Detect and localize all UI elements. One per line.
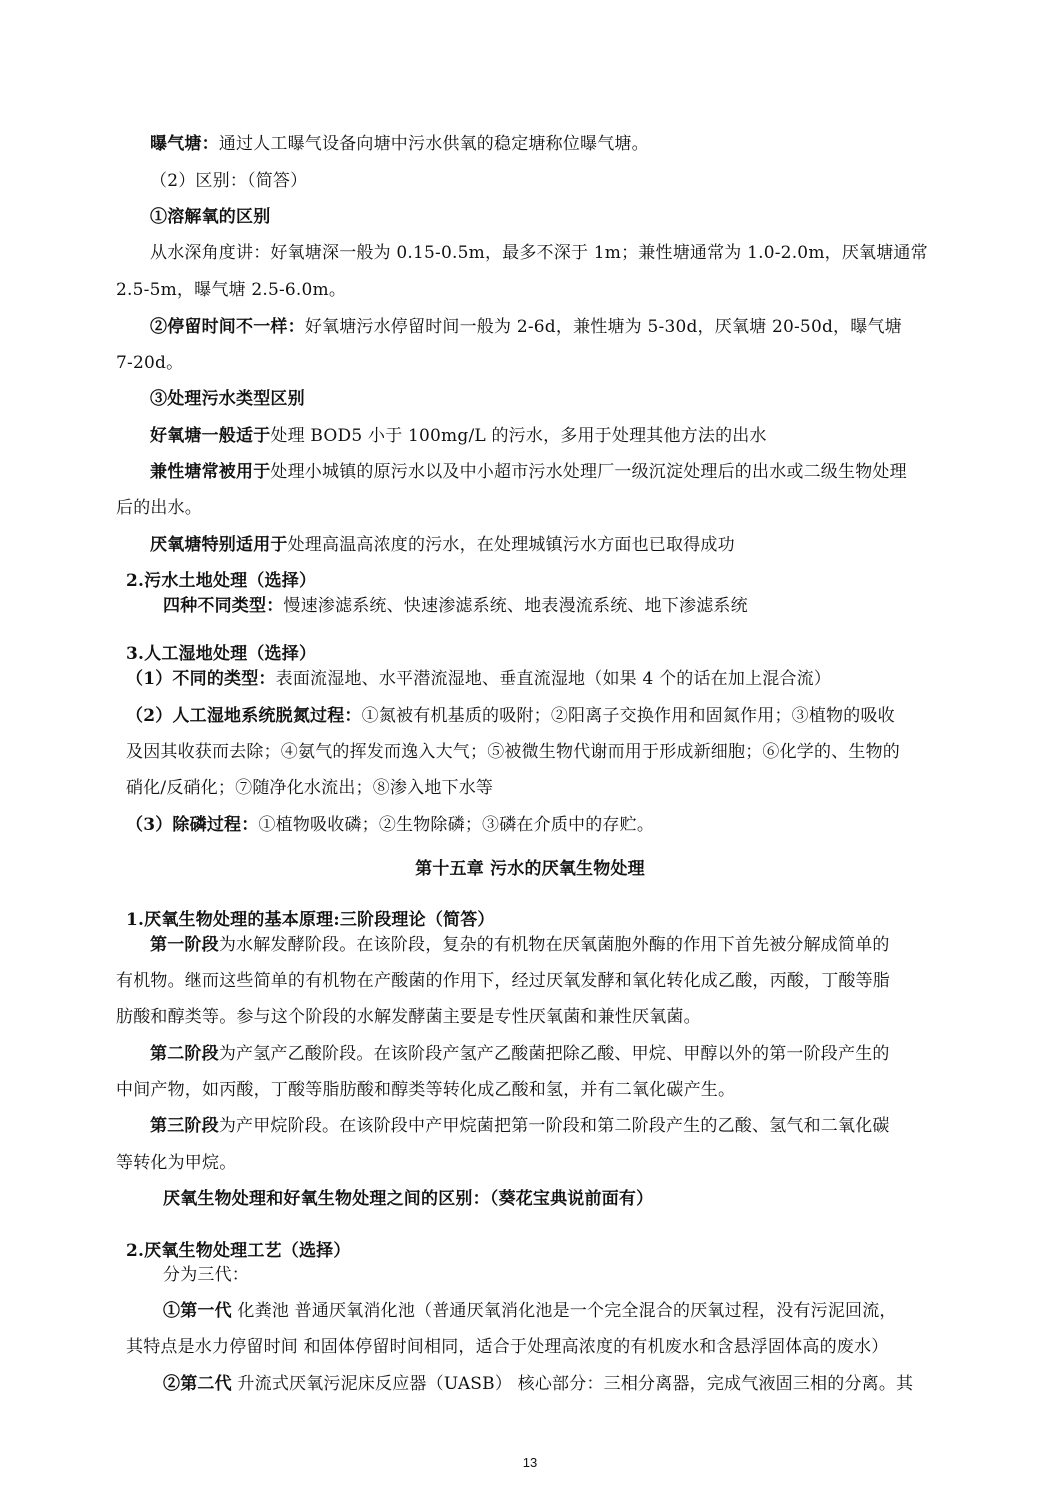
line-text: 7-20d。 [116, 353, 184, 373]
line-text: 为产甲烷阶段。在该阶段中产甲烷菌把第一阶段和第二阶段产生的乙酸、氢气和二氧化碳 [218, 1116, 890, 1136]
line-text: （2）区别：（简答） [150, 171, 308, 191]
line-text: 处理 BOD5 小于 100mg/L 的污水，多用于处理其他方法的出水 [270, 426, 767, 446]
text-line [163, 1373, 913, 1395]
line-text: 慢速渗滤系统、快速渗滤系统、地表漫流系统、地下渗滤系统 [283, 596, 748, 616]
line-text: ①氮被有机基质的吸附；②阳离子交换作用和固氮作用；③植物的吸收 [361, 706, 895, 726]
line-text: 处理高温高浓度的污水，在处理城镇污水方面也已取得成功 [287, 535, 735, 555]
bold-term: （3）除磷过程： [126, 815, 259, 835]
text-line [150, 316, 902, 338]
text-line [126, 668, 831, 690]
text-line [163, 1264, 249, 1286]
bold-term: 厌氧生物处理和好氧生物处理之间的区别：（葵花宝典说前面有） [163, 1189, 654, 1209]
text-line [163, 595, 748, 617]
text-line [150, 388, 305, 410]
text-line [150, 934, 890, 956]
section-heading [126, 909, 495, 931]
text-line [116, 497, 202, 519]
line-text: 处理小城镇的原污水以及中小超市污水处理厂一级沉淀处理后的出水或二级生物处理 [270, 462, 907, 482]
text-line [116, 1152, 236, 1174]
bold-term: ③处理污水类型区别 [150, 389, 305, 409]
text-line [126, 1336, 888, 1358]
line-text: 表面流湿地、水平潜流湿地、垂直流湿地（如果 4 个的话在加上混合流） [275, 669, 832, 689]
line-text: 为水解发酵阶段。在该阶段，复杂的有机物在厌氧菌胞外酶的作用下首先被分解成简单的 [218, 935, 890, 955]
text-line [116, 352, 183, 374]
bold-term: 1.厌氧生物处理的基本原理:三阶段理论（简答） [126, 910, 495, 930]
line-text: 化粪池 普通厌氧消化池（普通厌氧消化池是一个完全混合的厌氧过程，没有污泥回流， [231, 1301, 897, 1321]
line-text: 硝化/反硝化；⑦随净化水流出；⑧渗入地下水等 [126, 778, 494, 798]
chapter-title [0, 858, 1060, 880]
bold-term: 第三阶段 [150, 1116, 219, 1136]
section-heading [126, 643, 316, 665]
text-line [126, 705, 895, 727]
line-text: 中间产物，如丙酸，丁酸等脂肪酸和醇类等转化成乙酸和氢，并有二氧化碳产生。 [116, 1080, 736, 1100]
bold-term: 兼性塘常被用于 [150, 462, 271, 482]
text-line [150, 425, 767, 447]
section-heading [163, 1188, 653, 1210]
text-line [126, 777, 493, 799]
line-text: 其特点是水力停留时间 和固体停留时间相同，适合于处理高浓度的有机废水和含悬浮固体高的废水） [126, 1337, 889, 1357]
section-heading [126, 570, 316, 592]
line-text: 分为三代： [163, 1265, 249, 1285]
line-text: 好氧塘污水停留时间一般为 2-6d，兼性塘为 5-30d，厌氧塘 20-50d，曝气塘 [304, 317, 902, 337]
bold-term: （1）不同的类型： [126, 669, 276, 689]
text-line [150, 206, 270, 228]
line-text: 肪酸和醇类等。参与这个阶段的水解发酵菌主要是专性厌氧菌和兼性厌氧菌。 [116, 1007, 701, 1027]
bold-term: 四种不同类型： [163, 596, 284, 616]
text-line [150, 242, 928, 264]
bold-term: ②停留时间不一样： [150, 317, 305, 337]
text-line [150, 170, 307, 192]
bold-term: 第二阶段 [150, 1044, 219, 1064]
line-text: 等转化为甲烷。 [116, 1153, 237, 1173]
section-heading [126, 1240, 351, 1262]
bold-term: 3.人工湿地处理（选择） [126, 644, 317, 664]
bold-term: 曝气塘： [150, 134, 219, 154]
bold-term: ②第二代 [163, 1374, 232, 1394]
line-text: 后的出水。 [116, 498, 202, 518]
text-line [116, 970, 890, 992]
bold-term: 2.厌氧生物处理工艺（选择） [126, 1241, 351, 1261]
bold-term: （2）人工湿地系统脱氮过程： [126, 706, 362, 726]
bold-term: 第一阶段 [150, 935, 219, 955]
text-line [163, 1300, 897, 1322]
line-text: ①植物吸收磷；②生物除磷；③磷在介质中的存贮。 [258, 815, 655, 835]
line-text: 从水深角度讲：好氧塘深一般为 0.15-0.5m，最多不深于 1m；兼性塘通常为 1.0-2.0m，厌氧塘通常 [150, 243, 928, 263]
text-line [126, 741, 900, 763]
text-line [150, 1115, 890, 1137]
line-text: 2.5-5m，曝气塘 2.5-6.0m。 [116, 280, 347, 300]
text-line [150, 1043, 890, 1065]
bold-term: 好氧塘一般适于 [150, 426, 271, 446]
text-line [126, 814, 654, 836]
page-number: 13 [522, 1455, 538, 1470]
text-line [150, 461, 907, 483]
text-line [150, 534, 735, 556]
line-text: 通过人工曝气设备向塘中污水供氧的稳定塘称位曝气塘。 [218, 134, 649, 154]
bold-term: 厌氧塘特别适用于 [150, 535, 288, 555]
text-line [116, 279, 346, 301]
bold-term: ①第一代 [163, 1301, 232, 1321]
line-text: 为产氢产乙酸阶段。在该阶段产氢产乙酸菌把除乙酸、甲烷、甲醇以外的第一阶段产生的 [218, 1044, 890, 1064]
text-line [116, 1079, 735, 1101]
bold-term: 第十五章 污水的厌氧生物处理 [415, 859, 645, 879]
line-text: 有机物。继而这些简单的有机物在产酸菌的作用下，经过厌氧发酵和氧化转化成乙酸，丙酸，丁酸等脂 [116, 971, 890, 991]
bold-term: 2.污水土地处理（选择） [126, 571, 317, 591]
text-line [150, 133, 649, 155]
bold-term: ①溶解氧的区别 [150, 207, 271, 227]
text-line [116, 1006, 701, 1028]
line-text: 升流式厌氧污泥床反应器（UASB） 核心部分：三相分离器，完成气液固三相的分离。其 [231, 1374, 914, 1394]
line-text: 及因其收获而去除；④氨气的挥发而逸入大气；⑤被微生物代谢而用于形成新细胞；⑥化学的、生物的 [126, 742, 900, 762]
